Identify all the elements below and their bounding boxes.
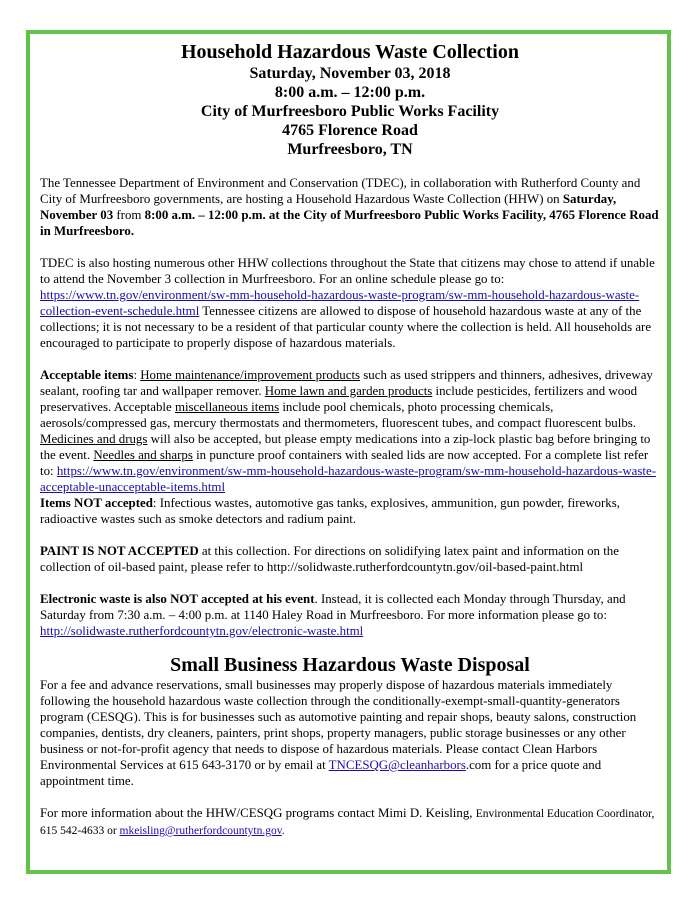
small-business-text: For a fee and advance reservations, small businesses may properly dispose of hazardous materials immediately following the household hazardous waste collection through the conditionally-exempt-small-quantity-generators program (CESQG). This is for businesses such as automotive painting and repair shops, beauty salons, construction companies, dentists, dry cleaners, painters, print shops, property managers, public storage businesses or any other business or not-for-profit agency that needs to dispose of hazardous materials. Please contact Clean Harbors Environmental Services at 615 643-3170 or by email at (40, 678, 637, 772)
contact-email-link[interactable]: mkeisling@rutherfordcountytn.gov (119, 825, 282, 837)
paint-text: at this collection. For directions on solidifying latex paint and information on the collection of oil-based paint, please refer to http://solidwaste.rutherfordcountytn.gov/oil-based-paint.html (40, 544, 619, 574)
category-home-maintenance: Home maintenance/improvement products (140, 368, 361, 382)
acceptable-text-3: include pool chemicals, photo processing chemicals, aerosols/compressed gas, mercury thermostats and thermometers, fluorescent tubes, and compact fluorescent bulbs. (40, 400, 637, 430)
acceptable-text-4: will also be accepted, but please empty medications into a zip-lock plastic bag before bringing to the event. (40, 432, 651, 462)
ewaste-label: Electronic waste is also NOT accepted at his event (40, 592, 315, 606)
tdec-text: TDEC is also hosting numerous other HHW collections throughout the State that citizens may chose to attend if unable to attend the November 3 collection in Murfreesboro. For an online schedule please go to: (40, 256, 655, 286)
paint-paragraph (40, 543, 660, 575)
not-accepted-paragraph (40, 495, 660, 527)
acceptable-label: Acceptable items (40, 368, 134, 382)
acceptable-colon: : (133, 368, 141, 382)
acceptable-items-paragraph (40, 367, 660, 495)
category-needles: Needles and sharps (93, 448, 193, 462)
ewaste-text: . Instead, it is collected each Monday through Thursday, and Saturday from 7:30 a.m. – 4:00 p.m. at 1140 Haley Road in Murfreesboro. For more information please go to: (40, 592, 626, 622)
ewaste-paragraph (40, 591, 660, 639)
acceptable-text-1: such as used strippers and thinners, adhesives, driveway sealant, roofing tar and wallpaper remover. (40, 368, 653, 398)
cleanharbors-email-link[interactable]: TNCESQG@cleanharbors (328, 758, 466, 772)
event-address: 4765 Florence Road (282, 122, 418, 139)
not-accepted-text: : Infectious wastes, automotive gas tanks, explosives, ammunition, gun powder, fireworks, radioactive wastes such as smoke detectors and radium paint. (40, 496, 620, 526)
intro-paragraph (40, 175, 660, 239)
small-business-paragraph (40, 677, 660, 789)
acceptable-text-2: include pesticides, fertilizers and wood preservatives. Acceptable (40, 384, 638, 414)
contact-paragraph (40, 805, 660, 839)
category-medicines: Medicines and drugs (40, 432, 148, 446)
tdec-paragraph (40, 255, 660, 351)
contact-text: For more information about the HHW/CESQG programs contact Mimi D. Keisling, (40, 806, 476, 820)
page-title: Household Hazardous Waste Collection (181, 41, 519, 63)
event-date: Saturday, November 03, 2018 (249, 65, 451, 82)
flyer-content (40, 40, 660, 839)
tdec-text-2: Tennessee citizens are allowed to dispose of household hazardous waste at any of the collections; it is not necessary to be a resident of that particular county where the collection is held. All households are encouraged to participate to properly dispose of hazardous materials. (40, 304, 652, 350)
category-miscellaneous: miscellaneous items (174, 400, 280, 414)
acceptable-items-link[interactable]: https://www.tn.gov/environment/sw-mm-household-hazardous-waste-program/sw-mm-household-hazardous-waste-acceptable-unacceptable-items.html (40, 464, 656, 494)
acceptable-text-5: in puncture proof containers with sealed lids are now accepted. For a complete list refer to: (40, 448, 649, 478)
header (40, 40, 660, 159)
not-accepted-label: Items NOT accepted (40, 496, 153, 510)
contact-title-phone: Environmental Education Coordinator, 615 542-4633 or (40, 808, 655, 837)
small-business-title: Small Business Hazardous Waste Disposal (170, 654, 530, 676)
event-facility: City of Murfreesboro Public Works Facility (200, 103, 500, 120)
category-lawn-garden: Home lawn and garden products (264, 384, 433, 398)
paint-label: PAINT IS NOT ACCEPTED (40, 544, 199, 558)
contact-end: . (281, 825, 285, 837)
schedule-link[interactable]: https://www.tn.gov/environment/sw-mm-household-hazardous-waste-program/sw-mm-household-hazardous-waste-collection-event-schedule.html (40, 288, 640, 318)
small-business-text-2: .com for a price quote and appointment time. (40, 758, 602, 788)
intro-text: The Tennessee Department of Environment and Conservation (TDEC), in collaboration with Rutherford County and City of Murfreesboro governments, are hosting a Household Hazardous Waste Collection (HHW) on (40, 176, 641, 206)
intro-time-location: 8:00 a.m. – 12:00 p.m. at the City of Murfreesboro Public Works Facility, 4765 Florence Road in Murfreesboro. (40, 208, 659, 238)
intro-date: Saturday, November 03 (40, 192, 617, 222)
event-time: 8:00 a.m. – 12:00 p.m. (274, 84, 426, 101)
intro-text-2: from (113, 208, 145, 222)
event-city: Murfreesboro, TN (287, 141, 413, 158)
ewaste-link[interactable]: http://solidwaste.rutherfordcountytn.gov/electronic-waste.html (40, 624, 364, 638)
